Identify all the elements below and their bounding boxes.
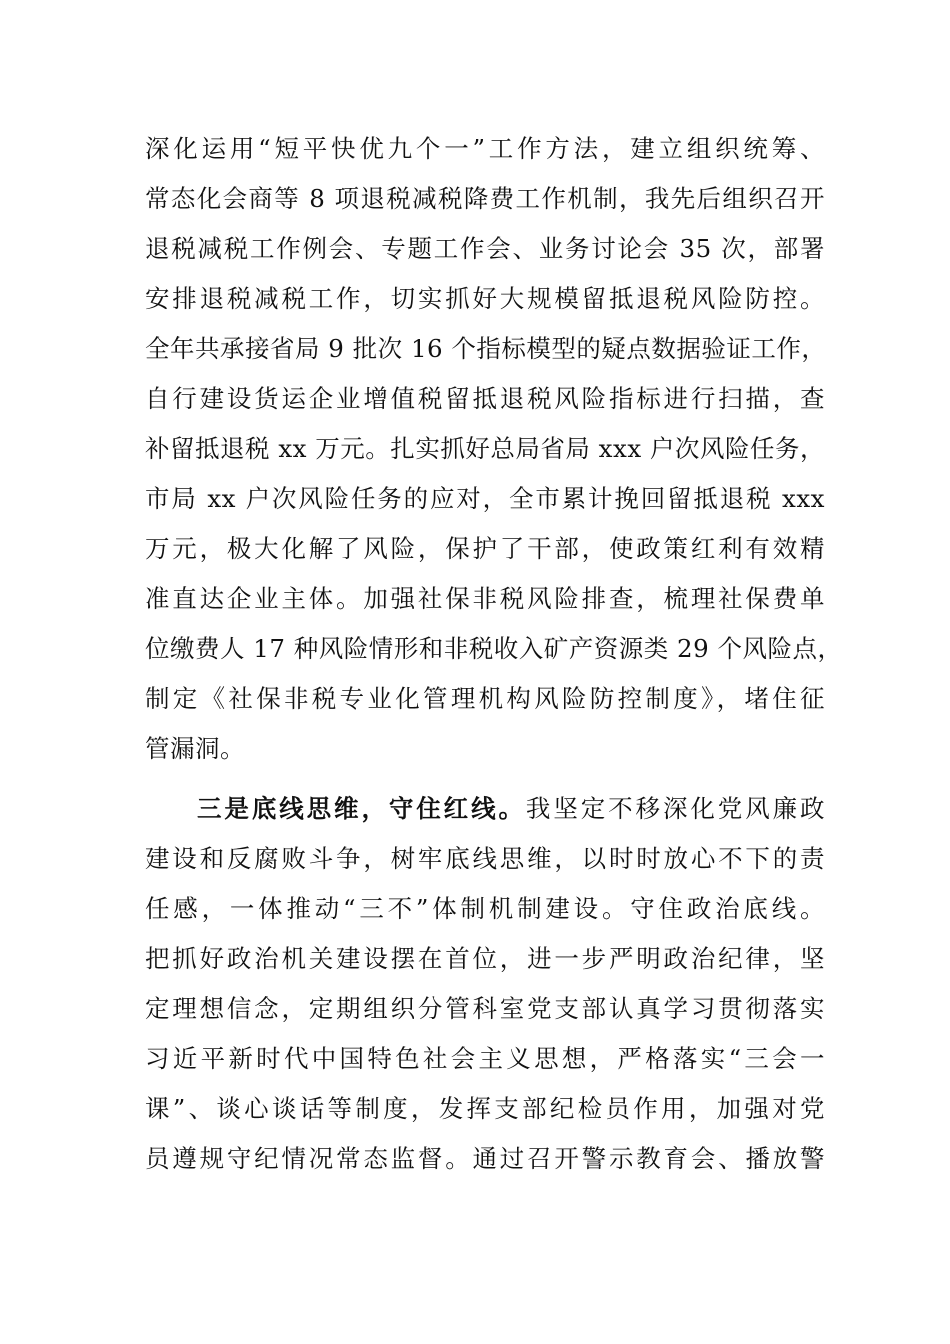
paragraph-line: 定理想信念，定期组织分管科室党支部认真学习贯彻落实 [145,994,825,1023]
paragraph-line: 制定《社保非税专业化管理机构风险防控制度》，堵住征 [145,684,825,713]
paragraph-line: 课”、谈心谈话等制度，发挥支部纪检员作用，加强对党 [145,1094,825,1123]
paragraph-line: 退税减税工作例会、专题工作会、业务讨论会 35 次，部署 [145,234,825,263]
paragraph-2 [145,784,825,1184]
paragraph-line: 把抓好政治机关建设摆在首位，进一步严明政治纪律，坚 [145,944,825,973]
paragraph-line: 补留抵退税 xx 万元。扎实抓好总局省局 xxx 户次风险任务， [145,434,825,463]
paragraph-line: 准直达企业主体。加强社保非税风险排查，梳理社保费单 [145,584,825,613]
paragraph-line: 安排退税减税工作，切实抓好大规模留抵退税风险防控。 [145,284,825,313]
paragraph-line: 深化运用“短平快优九个一”工作方法，建立组织统筹、 [145,134,825,163]
paragraph-line: 管漏洞。 [145,734,245,763]
paragraph-line: 位缴费人 17 种风险情形和非税收入矿产资源类 29 个风险点， [145,634,843,663]
paragraph-line: 万元，极大化解了风险，保护了干部，使政策红利有效精 [145,534,825,563]
paragraph-line: 自行建设货运企业增值税留抵退税风险指标进行扫描，查 [145,384,825,413]
paragraph-line: 习近平新时代中国特色社会主义思想，严格落实“三会一 [145,1044,825,1073]
paragraph-line: 常态化会商等 8 项退税减税降费工作机制，我先后组织召开 [145,184,825,213]
paragraph-line: 全年共承接省局 9 批次 16 个指标模型的疑点数据验证工作， [145,334,827,363]
paragraph-line: 任感，一体推动“三不”体制机制建设。守住政治底线。 [145,894,825,923]
heading-continuation: 我坚定不移深化党风廉政 [525,794,826,823]
paragraph-1 [145,124,843,774]
paragraph-line: 市局 xx 户次风险任务的应对，全市累计挽回留抵退税 xxx [145,484,825,513]
paragraph-line: 员遵规守纪情况常态监督。通过召开警示教育会、播放警 [145,1144,825,1173]
paragraph-line: 建设和反腐败斗争，树牢底线思维，以时时放心不下的责 [145,844,825,873]
section-heading: 三是底线思维，守住红线。 [197,794,526,823]
paragraph-first-line [145,784,825,834]
